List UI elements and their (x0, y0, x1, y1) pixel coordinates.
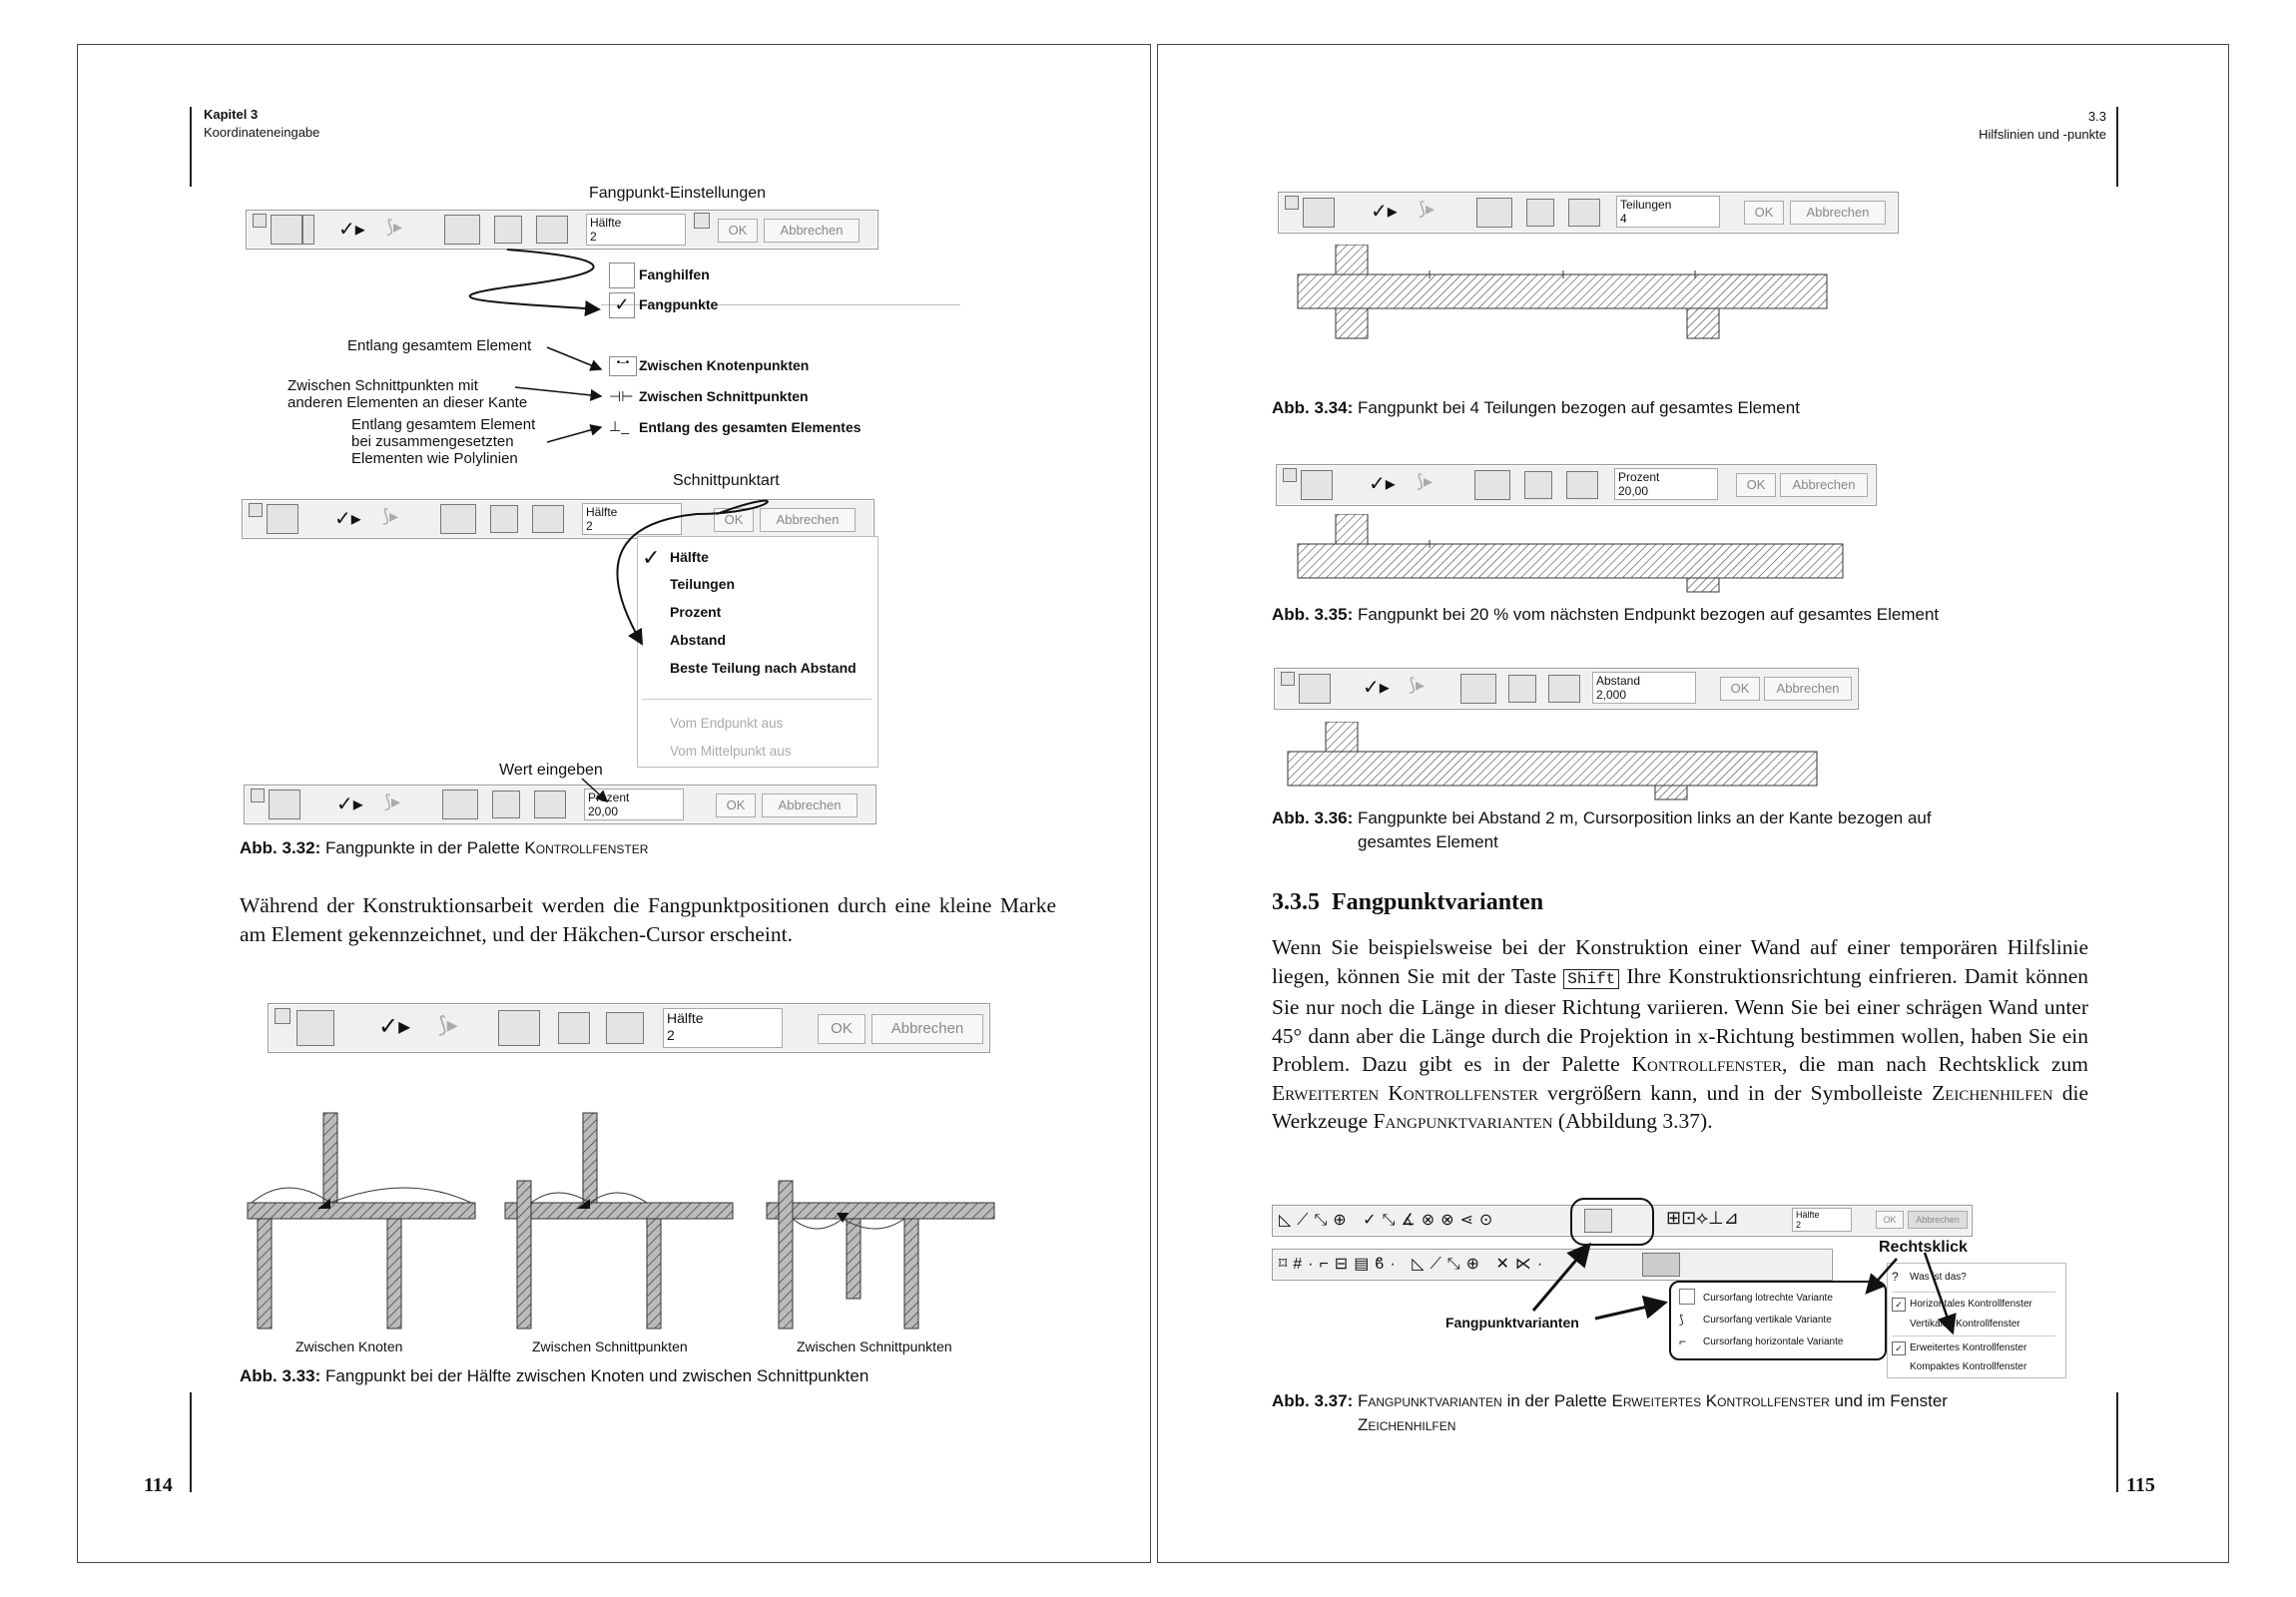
menu-item-lotrecht[interactable]: Cursorfang lotrechte Variante (1703, 1293, 1833, 1304)
snap-value-field[interactable]: Teilungen 4 (1616, 196, 1720, 228)
menu-item-zwischen-schnittpunkten[interactable]: Zwischen Schnittpunkten (639, 388, 809, 404)
horizontal-icon: ⌐ (1679, 1334, 1687, 1348)
grid-snap-icon[interactable] (1476, 198, 1512, 228)
section-title: Hilfslinien und -punkte (1979, 127, 2106, 142)
tool-icons-row[interactable]: ◺⟋⤡⊕ ✓⤡∡⊗⊗⋖⊙ (1279, 1212, 1499, 1229)
label-zwischen-schnittpunkten-1: Zwischen Schnittpunkten (532, 1338, 688, 1354)
header-rule (2116, 107, 2118, 187)
annotation-zwischen-line1: Zwischen Schnittpunkten mit (287, 377, 478, 394)
wall-diagram-2 (505, 1113, 733, 1329)
annotation-polylinie-line3: Elementen wie Polylinien (351, 450, 518, 467)
help-icon: ? (1892, 1270, 1899, 1284)
dropdown-item-abstand[interactable]: Abstand (670, 632, 726, 648)
checkmark-tool-icon[interactable]: ✓▸ (338, 219, 365, 241)
context-item-was-ist-das[interactable]: Was ist das? (1910, 1272, 1967, 1283)
schnittpunkte-icon: ⊣⊢ (609, 388, 634, 404)
caption-3-32: Abb. 3.32: Fangpunkte in der Palette Kontrollfenster (240, 838, 649, 857)
snap-point-icon[interactable] (1548, 675, 1580, 703)
wall-diagram-3 (767, 1181, 994, 1329)
checkmark-tool-icon[interactable]: ✓▸ (336, 794, 363, 815)
left-page (77, 44, 1151, 1563)
arc-tool-icon[interactable]: ⟆▸ (384, 792, 401, 811)
section-number: 3.3 (2087, 109, 2106, 124)
shift-key: Shift (1563, 969, 1619, 989)
snap-point-icon[interactable] (606, 1012, 644, 1044)
arc-tool-icon[interactable]: ⟆▸ (1417, 471, 1434, 491)
grid-snap-icon[interactable] (1460, 674, 1496, 704)
menu-item-zwischen-knotenpunkten[interactable]: Zwischen Knotenpunkten (639, 357, 810, 373)
snap-value-field[interactable]: Hälfte 2 (663, 1008, 783, 1048)
context-item-vertikal[interactable]: Vertikales Kontrollfenster (1910, 1319, 2020, 1330)
arc-tool-icon[interactable]: ⟆▸ (1409, 675, 1426, 695)
arc-tool-icon[interactable]: ⟆▸ (438, 1012, 458, 1037)
palette-close-icon[interactable] (1285, 196, 1299, 210)
snap-value-field[interactable]: Hälfte 2 (586, 214, 686, 246)
drawing-aid-icons[interactable]: ⌑#·⌐⊟▤ϐ· ◺⟋⤡⊕ ✕⋉· (1279, 1256, 1549, 1273)
cancel-button[interactable]: Abbrechen (1764, 677, 1852, 701)
snap-value-field[interactable]: Prozent 20,00 (1614, 468, 1718, 500)
check-icon: ✓ (609, 292, 635, 318)
arc-tool-icon[interactable]: ⟆▸ (382, 506, 399, 526)
grid-icons[interactable]: ⊞⊡⟡⊥⊿ (1666, 1208, 1739, 1228)
wall-fig34 (1288, 245, 1847, 384)
cancel-button[interactable]: Abbrechen (871, 1014, 983, 1044)
right-page (1157, 44, 2229, 1563)
caption-3-33: Abb. 3.33: Fangpunkt bei der Hälfte zwischen Knoten und zwischen Schnittpunkten (240, 1366, 869, 1385)
chapter-label: Kapitel 3 (204, 107, 259, 122)
wall-diagrams (238, 1063, 1116, 1342)
caption-3-37: Abb. 3.37: Fangpunktvarianten in der Palette Erweitertes Kontrollfenster und im Fenster Zeichenhilfen (1272, 1391, 1948, 1434)
snap-value-field[interactable]: Prozent 20,00 (584, 789, 684, 820)
dropdown-item-vom-endpunkt: Vom Endpunkt aus (670, 716, 784, 731)
ok-button[interactable]: OK (1744, 201, 1784, 225)
snap-value-field[interactable]: Abstand 2,000 (1592, 672, 1696, 704)
wall-fig36 (1278, 722, 1837, 801)
footer-rule (190, 1392, 192, 1492)
toolbar-fig33 (268, 1003, 990, 1053)
cancel-button[interactable]: Abbrechen (1908, 1211, 1968, 1229)
check-icon: ✓ (1892, 1298, 1906, 1312)
dropdown-item-vom-mittelpunkt: Vom Mittelpunkt aus (670, 744, 792, 759)
dropdown-item-prozent[interactable]: Prozent (670, 604, 722, 620)
angle-tool-icon[interactable] (1303, 198, 1335, 228)
ok-button[interactable]: OK (714, 508, 754, 532)
snap-value-field[interactable]: Hälfte 2 (1792, 1208, 1852, 1232)
cancel-button[interactable]: Abbrechen (760, 508, 856, 532)
menu-item-fangpunkte[interactable]: Fangpunkte (639, 296, 719, 312)
dropdown-item-haelfte[interactable]: Hälfte (670, 549, 709, 565)
snap-point-icon[interactable] (1568, 199, 1600, 227)
menu-item-vertikal[interactable]: Cursorfang vertikale Variante (1703, 1315, 1832, 1326)
context-item-erweitert[interactable]: Erweitertes Kontrollfenster (1910, 1342, 2027, 1353)
checkmark-tool-icon[interactable]: ✓▸ (378, 1013, 411, 1040)
grid-snap-icon[interactable] (1474, 470, 1510, 500)
label-zwischen-schnittpunkten-2: Zwischen Schnittpunkten (797, 1338, 952, 1354)
context-item-kompakt[interactable]: Kompaktes Kontrollfenster (1910, 1361, 2027, 1372)
label-zwischen-knoten: Zwischen Knoten (295, 1338, 403, 1354)
magic-wand-icon[interactable] (1508, 675, 1536, 703)
wall-diagram-1 (248, 1113, 475, 1329)
grid-snap-icon[interactable] (498, 1010, 540, 1046)
ok-button[interactable]: OK (716, 794, 756, 817)
checkmark-tool-icon[interactable]: ✓▸ (1369, 473, 1396, 495)
magic-wand-icon[interactable] (558, 1012, 590, 1044)
fig37-arrows (1158, 1193, 2228, 1392)
toolbar-fig34 (1278, 192, 1899, 234)
ok-button[interactable]: OK (718, 219, 758, 243)
page-number-right: 115 (2126, 1474, 2155, 1496)
ok-button[interactable]: OK (1720, 677, 1760, 701)
cancel-button[interactable]: Abbrechen (1790, 201, 1886, 225)
body-paragraph-right: Wenn Sie beispielsweise bei der Konstruktion einer Wand auf einer temporären Hilfslinie liegen, können Sie mit der Taste Shift Ihre Konstruktionsrichtung einfrieren. Damit können Sie nur noch die Länge in dieser Richtung variieren. Wenn Sie bei einer schrägen Wand unter 45° dann aber die Länge durch die Projektion in x-Richtung bestimmen wollen, haben Sie ein Problem. Dazu gibt es in der Palette Kontrollfenster, die man nach Rechtsklick zum Erweiterten Kontrollfenster vergrößern kann, und in der Symbolleiste Zeichenhilfen die Werkzeuge Fangpunktvarianten (Abbildung 3.37). (1272, 935, 2089, 1133)
chapter-title: Koordinateneingabe (204, 125, 320, 140)
annotation-wert-eingeben: Wert eingeben (499, 762, 603, 779)
annotation-polylinie-line2: bei zusammengesetzten (351, 433, 514, 450)
cancel-button[interactable]: Abbrechen (764, 219, 860, 243)
cancel-button[interactable]: Abbrechen (762, 794, 858, 817)
annotation-entlang-gesamtem: Entlang gesamtem Element (347, 337, 532, 354)
knotenpunkte-icon: •–• (609, 356, 637, 376)
check-icon: ✓ (642, 545, 661, 570)
body-paragraph: Während der Konstruktionsarbeit werden die Fangpunktpositionen durch eine kleine Marke am Element gekennzeichnet, und der Häkchen-Cursor erscheint. (240, 893, 1056, 946)
snap-point-icon[interactable] (1566, 471, 1598, 499)
arc-tool-icon[interactable]: ⟆▸ (386, 217, 403, 237)
dropdown-item-teilungen[interactable]: Teilungen (670, 576, 736, 592)
caption-3-34: Abb. 3.34: Fangpunkt bei 4 Teilungen bezogen auf gesamtes Element (1272, 398, 1800, 417)
cancel-button[interactable]: Abbrechen (1780, 473, 1868, 497)
angle-tool-icon[interactable] (1301, 470, 1333, 500)
ok-button[interactable]: OK (1876, 1211, 1904, 1229)
label-fangpunktvarianten: Fangpunktvarianten (1445, 1315, 1579, 1331)
angle-tool-icon[interactable] (296, 1010, 334, 1046)
menu-item-fanghilfen[interactable]: Fanghilfen (639, 266, 710, 282)
ok-button[interactable]: OK (818, 1014, 865, 1044)
context-item-horizontal[interactable]: Horizontales Kontrollfenster (1910, 1299, 2032, 1310)
menu-item-horizontal[interactable]: Cursorfang horizontale Variante (1703, 1336, 1844, 1347)
ok-button[interactable]: OK (1736, 473, 1776, 497)
dropdown-item-beste-teilung[interactable]: Beste Teilung nach Abstand (670, 660, 857, 676)
magic-wand-icon[interactable] (1524, 471, 1552, 499)
page-number-left: 114 (144, 1474, 173, 1496)
arc-tool-icon[interactable]: ⟆▸ (1419, 199, 1435, 219)
label-rechtsklick: Rechtsklick (1879, 1239, 1968, 1256)
magic-wand-icon[interactable] (1526, 199, 1554, 227)
angle-tool-icon[interactable] (1299, 674, 1331, 704)
annotation-schnittpunktart: Schnittpunktart (673, 472, 780, 489)
palette-close-icon[interactable] (275, 1008, 290, 1024)
palette-close-icon[interactable] (1283, 468, 1297, 482)
caption-3-36: Abb. 3.36: Fangpunkte bei Abstand 2 m, Cursorposition links an der Kante bezogen auf gesamtes Element (1272, 808, 1932, 851)
checkmark-tool-icon[interactable]: ✓▸ (1371, 201, 1398, 223)
palette-close-icon[interactable] (1281, 672, 1295, 686)
footer-rule (2116, 1392, 2118, 1492)
annotation-arrows (78, 45, 1150, 863)
snap-value-field[interactable]: Hälfte 2 (582, 503, 682, 535)
toolbar-fig35 (1276, 464, 1877, 506)
check-icon: ✓ (1892, 1341, 1906, 1355)
vertikal-icon: ⟆ (1679, 1313, 1684, 1327)
section-heading: 3.3.5 Fangpunktvarianten (1272, 889, 1544, 915)
toolbar-fig36 (1274, 668, 1859, 710)
wall-fig35 (1288, 514, 1867, 594)
checkmark-tool-icon[interactable]: ✓▸ (334, 508, 361, 530)
caption-3-35: Abb. 3.35: Fangpunkt bei 20 % vom nächsten Endpunkt bezogen auf gesamtes Element (1272, 605, 1940, 624)
annotation-zwischen-line2: anderen Elementen an dieser Kante (287, 394, 528, 411)
polyline-icon: ⊥_ (609, 418, 629, 434)
annotation-fangpunkt-einstellungen: Fangpunkt-Einstellungen (589, 185, 767, 202)
annotation-polylinie-line1: Entlang gesamtem Element (351, 416, 536, 433)
checkmark-tool-icon[interactable]: ✓▸ (1363, 677, 1390, 699)
menu-item-entlang-gesamt[interactable]: Entlang des gesamten Elementes (639, 419, 861, 435)
